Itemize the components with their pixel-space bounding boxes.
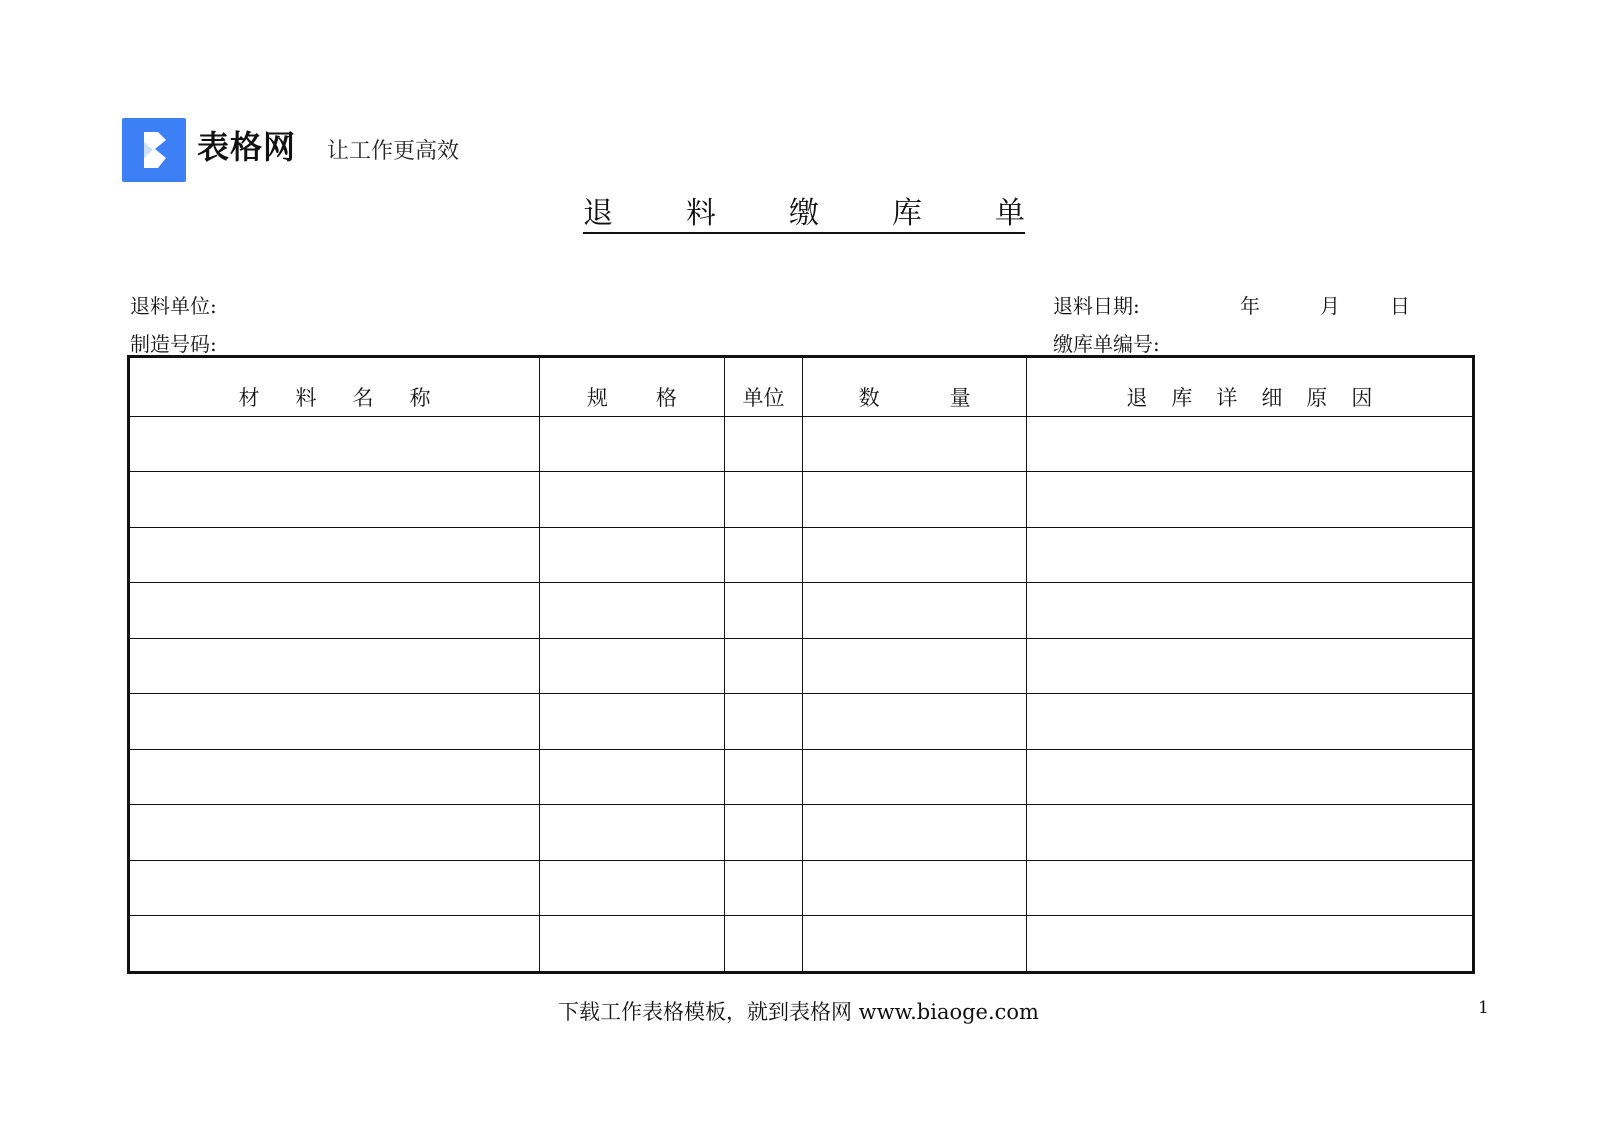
cell-name[interactable]: [129, 860, 540, 915]
header-char: 数: [858, 386, 880, 410]
cell-reason[interactable]: [1026, 805, 1473, 860]
cell-qty[interactable]: [803, 527, 1027, 582]
table-row: [129, 527, 1474, 582]
column-header-material-name: [129, 357, 540, 417]
cell-qty[interactable]: [803, 749, 1027, 804]
column-header-spec: [540, 357, 725, 417]
cell-reason[interactable]: [1026, 583, 1473, 638]
table-row: [129, 472, 1474, 527]
return-unit-label: 退料单位:: [130, 294, 217, 318]
footer-text: 下载工作表格模板，就到表格网 www.biaoge.com: [558, 1000, 1039, 1024]
cell-name[interactable]: [129, 916, 540, 973]
header-char: 规: [586, 386, 608, 410]
header-char: 称: [409, 386, 431, 410]
table-row: [129, 417, 1474, 472]
cell-name[interactable]: [129, 694, 540, 749]
header-char: 详: [1216, 386, 1238, 410]
cell-unit[interactable]: [724, 527, 803, 582]
title-char: 缴: [789, 196, 819, 231]
cell-unit[interactable]: [724, 916, 803, 973]
table-header-row: [129, 357, 1474, 417]
cell-name[interactable]: [129, 805, 540, 860]
cell-spec[interactable]: [540, 638, 725, 693]
table-body: [129, 417, 1474, 973]
cell-unit[interactable]: [724, 749, 803, 804]
cell-spec[interactable]: [540, 527, 725, 582]
warehouse-receipt-number-label: 缴库单编号:: [1053, 332, 1160, 356]
cell-name[interactable]: [129, 417, 540, 472]
cell-unit[interactable]: [724, 472, 803, 527]
cell-qty[interactable]: [803, 694, 1027, 749]
cell-reason[interactable]: [1026, 860, 1473, 915]
cell-name[interactable]: [129, 749, 540, 804]
date-day-label: 日: [1390, 294, 1410, 318]
table-row: [129, 638, 1474, 693]
cell-name[interactable]: [129, 472, 540, 527]
manufacture-code-label: 制造号码:: [130, 332, 217, 356]
cell-spec[interactable]: [540, 916, 725, 973]
cell-qty[interactable]: [803, 472, 1027, 527]
date-year-label: 年: [1240, 294, 1260, 318]
cell-qty[interactable]: [803, 638, 1027, 693]
header-char: 退: [1126, 386, 1148, 410]
header-char: 格: [655, 386, 677, 410]
brand-slogan: 让工作更高效: [327, 139, 460, 164]
document-title: [583, 196, 1025, 234]
table-row: [129, 749, 1474, 804]
cell-spec[interactable]: [540, 583, 725, 638]
title-char: 单: [995, 196, 1025, 231]
cell-unit[interactable]: [724, 417, 803, 472]
title-char: 库: [892, 196, 922, 231]
cell-reason[interactable]: [1026, 916, 1473, 973]
header-char: 细: [1261, 386, 1283, 410]
table-row: [129, 805, 1474, 860]
cell-reason[interactable]: [1026, 749, 1473, 804]
header-char: 因: [1351, 386, 1373, 410]
cell-name[interactable]: [129, 527, 540, 582]
cell-spec[interactable]: [540, 860, 725, 915]
return-date-label: 退料日期:: [1053, 294, 1140, 318]
cell-spec[interactable]: [540, 749, 725, 804]
title-char: 退: [583, 196, 613, 231]
header-char: 原: [1306, 386, 1328, 410]
cell-qty[interactable]: [803, 805, 1027, 860]
column-header-unit: [724, 357, 803, 417]
cell-spec[interactable]: [540, 805, 725, 860]
cell-unit[interactable]: [724, 694, 803, 749]
return-material-table: [127, 355, 1475, 974]
header-char: 库: [1171, 386, 1193, 410]
brand-logo-icon: [122, 118, 186, 182]
cell-reason[interactable]: [1026, 472, 1473, 527]
column-header-quantity: [803, 357, 1027, 417]
table-row: [129, 694, 1474, 749]
cell-qty[interactable]: [803, 583, 1027, 638]
column-header-return-reason: [1026, 357, 1473, 417]
cell-reason[interactable]: [1026, 694, 1473, 749]
cell-unit[interactable]: [724, 638, 803, 693]
table-row: [129, 916, 1474, 973]
header-char: 单位: [742, 386, 785, 410]
header-char: 量: [949, 386, 971, 410]
brand-name: 表格网: [197, 128, 297, 166]
cell-name[interactable]: [129, 638, 540, 693]
cell-reason[interactable]: [1026, 527, 1473, 582]
table-row: [129, 860, 1474, 915]
cell-name[interactable]: [129, 583, 540, 638]
header-char: 材: [238, 386, 260, 410]
cell-unit[interactable]: [724, 860, 803, 915]
cell-spec[interactable]: [540, 417, 725, 472]
cell-reason[interactable]: [1026, 638, 1473, 693]
date-month-label: 月: [1320, 294, 1340, 318]
cell-qty[interactable]: [803, 916, 1027, 973]
cell-unit[interactable]: [724, 583, 803, 638]
cell-spec[interactable]: [540, 694, 725, 749]
cell-qty[interactable]: [803, 417, 1027, 472]
table-row: [129, 583, 1474, 638]
title-char: 料: [686, 196, 716, 231]
page-number: 1: [1478, 998, 1489, 1018]
header-char: 名: [352, 386, 374, 410]
cell-spec[interactable]: [540, 472, 725, 527]
cell-reason[interactable]: [1026, 417, 1473, 472]
header-char: 料: [295, 386, 317, 410]
cell-unit[interactable]: [724, 805, 803, 860]
cell-qty[interactable]: [803, 860, 1027, 915]
